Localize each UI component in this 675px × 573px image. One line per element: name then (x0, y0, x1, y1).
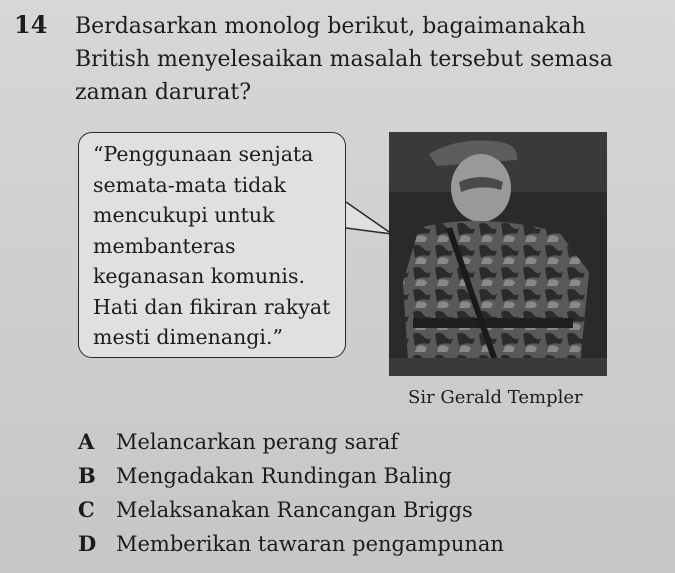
portrait-photo (389, 132, 607, 376)
option-text: Melaksanakan Rancangan Briggs (116, 498, 473, 522)
option-letter: B (78, 463, 96, 488)
question-text: Berdasarkan monolog berikut, bagaimanakah British menyelesaikan masalah tersebut semasa zaman darurat? (75, 14, 613, 105)
option-b[interactable] (78, 459, 648, 493)
option-letter: D (78, 531, 97, 556)
photo-caption: Sir Gerald Templer (408, 387, 583, 408)
option-letter: C (78, 497, 95, 522)
speech-bubble-tail (340, 200, 396, 240)
speech-bubble-text: “Penggunaan senjata semata-mata tidak mencukupi untuk membanteras keganasan komunis. Hati dan fikiran rakyat mesti dimenangi.” (93, 142, 331, 349)
speech-bubble (78, 132, 346, 358)
option-c[interactable] (78, 493, 648, 527)
option-d[interactable] (78, 527, 648, 561)
option-text: Melancarkan perang saraf (116, 430, 399, 454)
option-a[interactable] (78, 425, 648, 459)
option-text: Mengadakan Rundingan Baling (116, 464, 452, 488)
question-number: 14 (14, 10, 48, 39)
option-letter: A (78, 429, 95, 454)
option-text: Memberikan tawaran pengampunan (116, 532, 504, 556)
answer-options (78, 425, 648, 561)
